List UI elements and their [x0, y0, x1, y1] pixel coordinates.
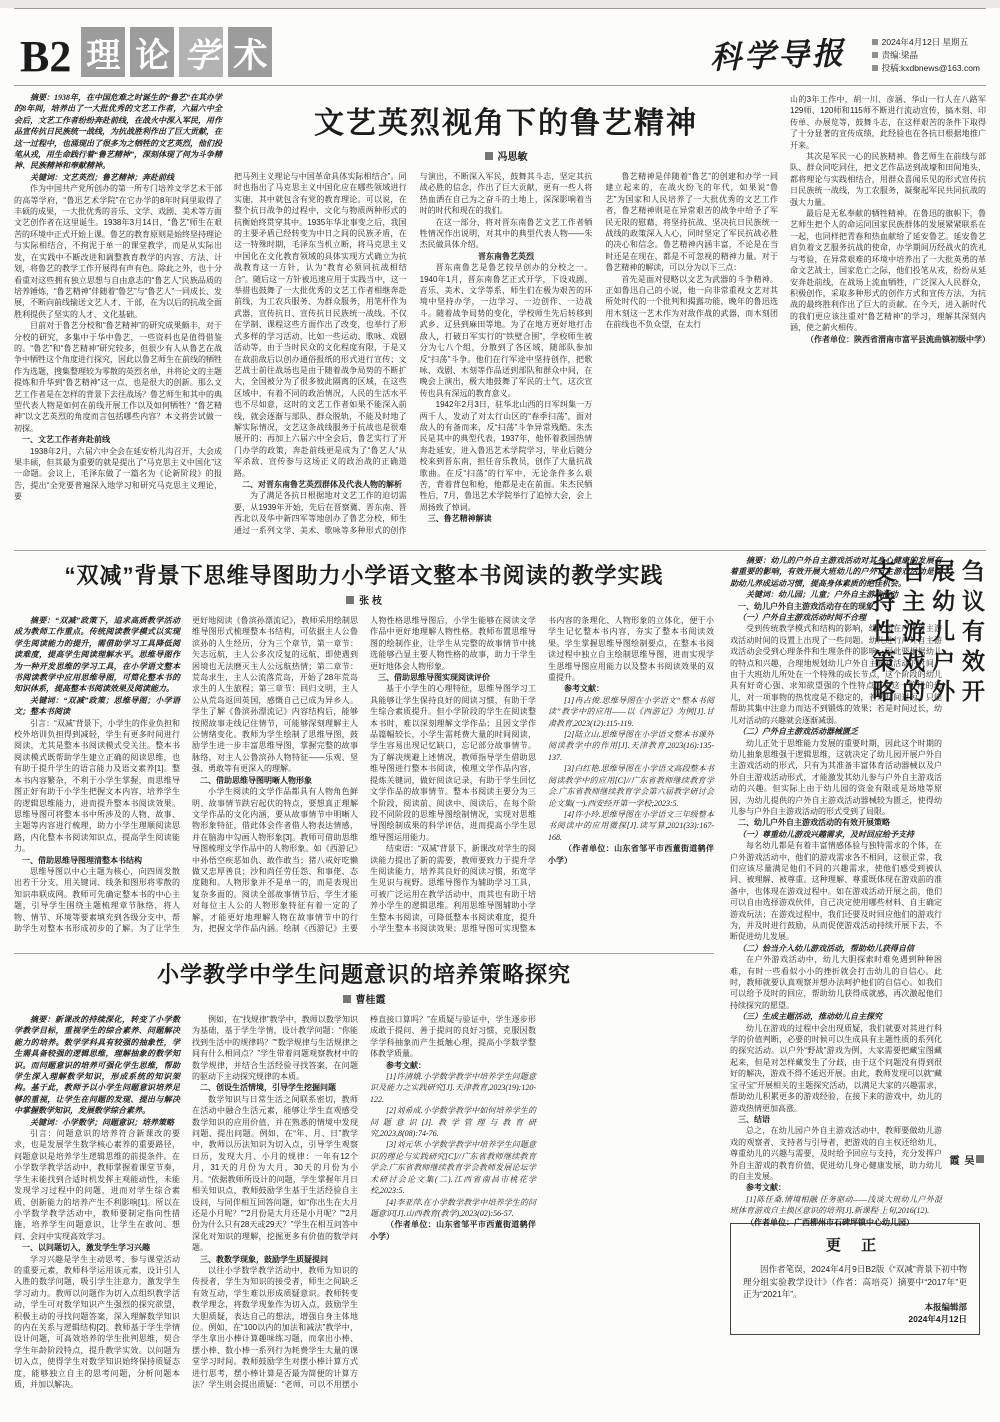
paragraph: 山的3年工作中，胡一川、彦涵、华山一行人在八路军129师、120师和115师不断进行流动宣传，搞木刻、印传单、办展览等，鼓舞斗志，在这样艰苦的条件下取得了十分显著的宣传成绩，此经验也在各抗日根据地推广开来。 — [790, 95, 986, 150]
correction-body: 因作者笔误，2024年4月9日B2版《“双减”背景下初中物理分组实验教学设计》（作者：高培亮）摘要中“2017年”更正为“2021年”。 — [743, 1264, 967, 1299]
correction-title: 更 正 — [825, 1237, 885, 1254]
paragraph: 引言：“双减”背景下，小学生的作业负担和校外培训负担得到减轻，学生有更多时间进行阅读，尤其是整本书阅读模式受关注。整本书阅读模式既帮助学生建立正确的阅读思维，也有助于提升学生的语言能力及语文素养[1]。整本书内容繁杂，不利于小学生掌握，而思维导图正好有助于小学生把握文本内容，培养学生的逻辑思维能力，进而提升整本书阅读效果。思维导图可将整本书中所涉及的人物、故事、主题等内容进行梳理，助力小学生理顺阅读思路，内化整本书阅读知识点，提高学生阅读能力。 — [14, 718, 180, 854]
paragraph: 在户外游戏活动中，幼儿大胆探索时难免遇到种种困难，有时一些看似小小的挫折就会打击幼儿的自信心。此时，教师就要认真观察并想办法呵护他们的自信心。如我们可以给予及时的回应，帮助幼儿获得成就感，再次激起他们持续探究的愿望。 — [730, 955, 942, 1010]
paragraph: 受到传统教学模式和结构的影响，幼儿园在户外自主游戏活动时间的设置上出现了一些问题。幼儿进行户外自主游戏活动会受到心理条件和生理条件的影响，因此要根据幼儿的特点和兴趣，合理地规划幼儿户外自主游戏活动的时间。由于大班幼儿所处在一个特殊的成长节点，这个阶段的幼儿具有好奇心强、求知欲望强的个性特点，在这一阶段的幼儿，对一项事物的热忱度是不稳定的，若是时间过短，只能帮助其集中注意力而达不到锻炼的效果；若是时间过长，幼儿对活动的兴趣就会逐渐减弱。 — [730, 624, 942, 725]
paragraph: 关键词：小学数学；问题意识；培养策略 — [30, 1117, 174, 1127]
page-header — [0, 9, 1000, 85]
subhead: 一、以问题切入，激发学生学习兴趣 — [22, 1243, 150, 1253]
byline-square-icon — [343, 995, 351, 1003]
paragraph: 总之，在幼儿园户外自主游戏活动中，教师要做幼儿游戏的观察者、支持者与引导者，把游戏的自主权还给幼儿，尊重幼儿的兴趣与需要，及时给予回应与支持，充分发挥户外自主游戏的教育价值，促进幼儿身心健康发展，助力幼儿的自主发展。 — [730, 1126, 942, 1181]
paragraph: 摘要：“双减”政策下，追求高质教学活动成为教师工作重点。传统阅读教学模式以实现学生阅读能力的提升，需借助学习工具降低阅读难度，提高学生阅读理解水平。思维导图作为一种开发思维的学习工具，在小学语文整本书阅读教学中应用思维导图，可简化整本书的知识体系，提高整本书阅读效果及阅读能力。 — [14, 616, 180, 694]
paragraph: 目前对于鲁艺分校和“鲁艺精神”的研究成果颇丰，对于分校的研究，多集中于华中鲁艺，一些资料也是值得借鉴的。“鲁艺”和“鲁艺精神”研究较多，但很少有人从鲁艺在战争中牺牲这个角度进行探究，因此以鲁艺师生在前线的牺牲作为选题，搜集整理较为零散的英烈名单，并将论文的主题提炼和升华到“鲁艺精神”这一点，也是很大的创新。那么文艺工作者是在怎样的背景下去往战场？鲁艺师生和其中的典型代表人物是如何在前线开展工作以及如何牺牲？“鲁艺精神”以文艺英烈的角度而言包括哪些内容？本文将尝试做一初探。 — [14, 321, 222, 433]
correction-date: 2024年4月12日 — [908, 1314, 967, 1324]
paragraph: 引言：问题意识的培养符合新课改的要求，也是发展学生数学核心素养的重要路径，问题意识是培养学生逻辑思维的前提条件。在小学数学教学活动中，教师掌握着课堂节奏，学生未能找到合适时机发挥主观能动性，未能发现学习过程中的问题，进而对学生综合素质、创新能力的培养产生不利影响[1]。所以在小学数学教学活动中，教师要制定指向性措施，培养学生问题意识，让学生在敢问、想问、会问中实现高效学习。 — [14, 1129, 180, 1241]
article-divider — [14, 953, 714, 954]
subhead: （二）户外自主游戏活动器械匮乏 — [738, 727, 858, 737]
paragraph: 基于小学生的心理特征，思维导图学习工具能够让学生保持良好的阅读习惯，有助于学生综合素质提升。但小学阶段的学生在阅读整本书时，难以深刻理解文学作品；且因文学作品篇幅较长，小学生需耗费大量的时间阅读，学生容易出现记忆缺口，忘记部分故事情节。为了解决规避上述情况，教师指导学生借助思维导图进行整本书阅读，梳理文学作品内容，提炼关键词，做好阅读记录，有助于学生回忆文学作品的故事情节。整本书阅读主要分为三个阶段，阅读前、阅读中、阅读后，在每个阶段不同阶段的思维导图绘制情况，实现对思维导图绘制成果的科学评估，进而提高小学生思维导图运用能力。 — [370, 684, 536, 842]
paragraph: 幼儿正处于思维能力发展的重要时期，因此这个时期的幼儿抽象思维强于逻辑思维，这就决定了幼儿园开展户外自主游戏活动的形式，只有为其准备丰富体育活动器械以及户外自主游戏活动形式，才能激发其幼儿参与户外自主游戏活动的兴趣。但实际上由于幼儿园的资金有限或是场地等原因，为幼儿提供的户外自主游戏活动器械较为匮乏，使得幼儿参与户外自主游戏活动的形式受到了局限。 — [730, 738, 942, 816]
subhead: 二、借助思维导图明晰人物形象 — [200, 775, 312, 785]
paragraph: （作者单位：广西柳州市石碑坪镇中心幼儿园） — [746, 1217, 914, 1227]
paragraph: 关键词：文艺英烈；鲁艺精神；奔赴前线 — [30, 172, 174, 182]
section-char-block: 术 — [228, 27, 272, 77]
article3-headline: 小学教学中学生问题意识的培养策略探究 — [156, 962, 571, 987]
paragraph: 在这一部分，将对晋东南鲁艺文艺工作者牺牲情况作出说明，对其中的典型代表人物——朱杰民做具体介绍。 — [419, 217, 593, 250]
paragraph: 摘要：新课改的持续深化，转变了小学数学教学目标，重视学生的综合素养、问题解决能力的培养。数学学科具有较强的抽象性，学生需具备较强的逻辑思维，理解抽象的数学知识。而问题意识的培养可强化学生思维，帮助学生深入理解数学知识，形成系统的知识架构。基于此，教师予以小学生问题意识培养足够的重视，让学生在问题的发现、提出与解决中掌握数学知识，发展数学综合素养。 — [14, 1015, 180, 1116]
article4-byline: 吴 霞 — [945, 735, 986, 1169]
article3-byline: 曹桂霞 — [14, 991, 714, 1006]
paragraph: [2]刘希成.小学数学教学中如何培养学生的问题意识[J].教学管理与教育研究,2023,8(08):74-76. — [370, 1106, 536, 1139]
paragraph: （作者单位：山东省邹平市西董街道鹤伴小学） — [370, 1220, 536, 1241]
bottom-left-articles — [14, 555, 714, 1400]
paragraph: [4]许小玲.思维导图在小学语文三年级整本书阅读中的应用微探[J].读写算,2021(33):167-168. — [548, 809, 714, 842]
paragraph: 以往小学数学教学活动中，教师为知识的传授者，学生为知识的接受者，师生之间缺乏有效互动，学生难以形成质疑意识。教师转变教学理念，将数学现象作为切入点，鼓励学生大胆质疑，表达自己的想法，增强自身主体地位。例如，在“100以内的加法和减法”教学中，学生拿出小棒计算趣味练习题，而拿出小棒、摆小棒、数小棒一系列行为耗费学生大量的课堂学习时间。教师鼓励学生对摆小棒计算方式进行思考，摆小棒计算是否最为简便的计算方法？学生则会提出质疑：“老师，可以不用摆小棒直接口算吗？”在质疑与验证中，学生逐步形成敢于提问、善于提问的良好习惯，克服因数学学科抽象而产生抵触心理，提高小学数学整体教学质量。 — [192, 1015, 536, 1389]
article-mind-map — [14, 559, 714, 945]
paragraph: [1]陈任桑.情境相融 任务驱动——浅谈大班幼儿户外混班体育游戏自主换区意识的培养[J].新课程·上旬,2016(12). — [730, 1194, 942, 1216]
newspaper-page — [0, 8, 1000, 1422]
article-problem-awareness — [14, 958, 714, 1400]
paragraph: 学习兴趣是学生主动思考、参与课堂活动的重要元素，教师科学运用该元素，设计引人入胜的数学问题，吸引学生注意力，激发学生学习动力。教师以问题作为切入点组织教学活动，学生可对数学知识产生强烈的探究欲望，积极主动的寻找问题答案，深入理解数学知识的内在关系与逻辑结构[2]。教师基于学生学情设计问题，可高效培养的学生批判思维，契合学生年龄阶段特点，提升教学实效。以问题为切入点，使得学生对数学知识始终保持质疑态度，能够独立自主的思考问题，分析问题本质，并加以解决。 — [14, 1254, 180, 1389]
section-char-block: 学 — [179, 27, 223, 77]
section-char-block: 论 — [130, 27, 174, 77]
byline-square-icon — [485, 152, 493, 160]
paragraph: 为了满足各抗日根据地对文艺工作的迫切需要，从1939年开始，先后在晋察冀、晋东南、晋西北以及华中新四军等地创办了鲁艺分校，师生通过一系列文学、美术、歌咏等多种形式的创作与演出，不断深入军民，鼓舞其斗志，坚定其抗战必胜的信念，作出了巨大贡献，更有一些人将热血洒在自己为之奋斗的土地上，深深影响着当时的时代和现在的我们。 — [234, 172, 593, 535]
subhead: （一）尊重幼儿游戏兴趣需求，及时回应给予支持 — [738, 829, 914, 839]
paragraph: 结束语：“双减”背景下，新课改对学生的阅读能力提出了新的需要，教师要致力于提升学生阅读能力，培养其良好的阅读习惯，拓宽学生见识与视野。思维导图作为辅助学习工具，可被广泛运用在教学活动中，而其也有助于培养小学生的逻辑思维。利用思维导图辅助小学生整本书阅读，可降低整本书阅读难度，提升小学生整本书阅读效果；思维导图可实现整本书内容的条理化、人物形象的立体化，便于小学生记忆整本书内容，夯实了整本书阅读效果。学生掌握思维导图绘制要点，在整本书阅读过程中独立自主绘制思维导图，进而实现学生思维导图应用能力以及整本书阅读效果的双重提升。 — [370, 616, 714, 933]
paragraph: 关键词：幼儿园；儿童；户外自主游戏活动 — [746, 590, 898, 600]
paragraph: 参考文献： — [386, 1060, 426, 1070]
date-line: 2024年4月12日 星期五 — [872, 36, 980, 49]
paragraph: 小学生阅读的文学作品都具有人物角色鲜明、故事情节跌宕起伏的特点，要想真正理解文学作品的文化内涵，要从故事情节中明晰人物形象特征，借此体会作者借人物表达情感，并在脑海中勾画人物形象[3]。教师可借助思维导图梳理文学作品中的人物形象。如《西游记》中孙悟空疾恶如仇、敢作敢当；猪八戒好吃懒做又忠厚善良；沙和尚任劳任怨、和事佬、态度随和。人物形象并不是单一的，而是表现出复杂多面的。阅读全部故事情节后，学生才能对每位主人公的人物形象特征有着一定的了解，才能更好地理解人物在故事情节中的行为，把握文学作品内涵。绘制《西游记》主要人物性格思维导图后，小学生能够在阅读文学作品中更好地理解人物性格。教师布置思维导图的绘制作业，让学生从完整的故事情节中挑选能够凸显主要人物性格的故事，助力于学生更好地体会人物形象。 — [192, 616, 536, 933]
paragraph: 晋东南鲁艺是鲁艺较早创办的分校之一。1940年1月，晋东南鲁艺正式开学，下设戏剧、音乐、美术、文学等系，师生们在极为艰苦的环境中坚持办学，一边学习、一边创作、一边战斗。随着战争局势的变化，学校师生先后转移到武乡、辽县到麻田等地。为了在地方更好地打击敌人，打破日军实行的“铁壁合围”，学校师生被分为七八个组，分散到了各区域，随部队参加反“扫荡”斗争。他们在行军途中坚持创作，把歌咏、戏剧、木刻等作品送到部队和群众中间，在晚会上演出，极大地鼓舞了军民的士气，这次宣传也具有深远的教育意义。 — [419, 263, 593, 398]
paragraph: 参考文献： — [746, 1183, 786, 1193]
paragraph: 1942年2月3日，驻华北山西的日军纠集一万两千人，发动了对太行山区的“春季扫荡”，面对敌人的有备而来，反“扫荡”斗争异常残酷。朱杰民是其中的典型代表，1937年，他怀着救国热情奔赴延安，进入鲁迅艺术学院学习，毕业后随分校来到晋东南，担任音乐教员，创作了大量抗战歌曲。在反“扫荡”的行军中，无论条件多么艰苦，背着背包和枪，他都是走在前面。朱杰民牺牲后，7月，鲁迅艺术学院举行了追悼大会，会上周扬致了悼词。 — [419, 400, 593, 512]
article2-headline: “双减”背景下思维导图助力小学语文整本书阅读的教学实践 — [64, 563, 664, 588]
subhead: 三、鲁艺精神解读 — [427, 514, 492, 524]
bottom-section — [0, 551, 1000, 1400]
paragraph: [1]许清娥.小学数学教学中培养学生问题意识及能力之实践研究[J].天津教育,2023(19):120-122. — [370, 1072, 536, 1104]
masthead-logo: 科学导报 — [709, 35, 847, 77]
paragraph: 参考文献： — [564, 684, 604, 694]
article1-left-column — [14, 92, 222, 544]
editor-line: 责编:梁晶 — [872, 49, 980, 62]
article-luyi-spirit — [0, 86, 1000, 544]
paragraph: [1]冉占俊.思维导图在小学语文“整本书阅读”教学中的应用——以《西游记》为例[J].甘肃教育,2023(12):115-119. — [548, 695, 714, 728]
paragraph: 数学知识与日常生活之间联系密切，教师在活动中融合生活元素，能够让学生直观感受数学知识的应用价值，并在熟悉的情境中发现问题、提出问题。例如，在“年、月、日”教学中，教师以历法知识为切入点，引导学生观察日历，发现大月、小月的规律：一年有12个月，31天的月份为大月，30天的月份为小月。“依据教师所设计的问题，学生掌握年月日相关知识点，教师鼓励学生基于生活经验自主设问，与同伴相互回答问题，如“你出生在大月还是小月呢？”“2月份是大月还是小月呢？”“2月份为什么只有28天或29天？”学生在相互问答中深化对知识的理解，挖掘更多有价值的数学问题。 — [192, 1094, 358, 1253]
paragraph: 例如，在“找规律”教学中，教师以数学知识为基础，基于学生学情，设计教学问题：“你能找到生活中的规律吗？”“数学规律与生活规律之间有什么相同点？”学生带着问题观察教材中的数学规律，并结合生活经验寻找答案，在问题的驱动下主动探究规律的本质。 — [192, 1015, 358, 1082]
paragraph: [4]李亚萍.在小学数学教学中培养学生的问题意识[J].山西教育(教学),2023(02):56-57. — [370, 1197, 536, 1218]
article1-headline: 文艺英烈视角下的鲁艺精神 — [314, 107, 698, 140]
bullet-square-icon — [872, 65, 878, 71]
bullet-square-icon — [872, 52, 878, 58]
article1-middle — [234, 92, 778, 544]
submission-email-line: 投稿:kxdbnews@163.com — [872, 62, 980, 75]
paragraph: 作为中国共产党所创办的第一所专门培养文学艺术干部的高等学府，“鲁迅艺术学院”在它办学的8年时间里取得了丰硕的成果，一大批优秀的音乐、文学、戏剧、美术等方面文艺创作者在这里诞生。1938年3月14日，“鲁艺”师生在艰苦的环境中正式开始上课。鲁艺的教育原则是始终坚持理论与实际相结合，不拘泥于单一的课堂教学，而是从实际出发，在实践中不断改进和调整教育教学的内容、方法、计划，将鲁艺的教学工作开展得有声有色。除此之外，也十分看重对这些拥有独立思想与自由意志的“鲁艺人”民族品质的培养锤炼，“鲁艺精神”伴随着“鲁艺”与“鲁艺人”一同成长、发展，不断向前线输送文艺人才、干部，在为以后的抗战全面胜利提供了坚实的人才、文化基础。 — [14, 184, 222, 319]
paragraph: 最后是无私奉献的牺牲精神。在鲁迅的旗帜下，鲁艺师生把个人的命运同国家民族群体的发展紧紧联系在一起，也同样把青春和热血献给了延安鲁艺。延安鲁艺肩负着文艺服务抗战的使命，办学期间历经战火的洗礼与考验，在异常艰难的环境中培养出了一大批英勇的革命文艺战士，国家危亡之际，他们投笔从戎，纷纷从延安奔赴前线，在战场上流血牺牲，广泛深入人民群众，积极创作，采取多种形式的创作方式和宣传方法，为抗战的最终胜利作出了巨大的贡献。在今天，进入新时代的我们更应该注重对“鲁艺精神”的学习，理解其深刻内涵，使之薪火相传。 — [790, 209, 986, 333]
article4-vertical-strip — [866, 559, 986, 1169]
subhead: 二、幼儿户外自主游戏活动的有效开展策略 — [738, 818, 890, 828]
page-code: B2 — [20, 32, 72, 82]
byline-square-icon — [346, 596, 354, 604]
article1-body-columns — [234, 171, 778, 543]
subhead: 三、借助思维导图实现阅读评价 — [378, 673, 490, 683]
section-title-blocks — [81, 27, 272, 77]
article1-byline: 冯思敏 — [234, 148, 778, 163]
subhead: 晋东南鲁艺英烈 — [477, 251, 534, 261]
correction-signature: 本报编辑部 — [924, 1301, 967, 1312]
paragraph: 1938年2月，六届六中全会在延安桥儿沟召开，大会成果丰硕，但其最为重要的就是提出了“马克思主义中国化”这一命题。会议上，毛泽东做了一篇名为《论新阶段》的报告，提出“全党要普遍深入地学习和研究马克思主义理论，要 — [14, 446, 222, 502]
paragraph: 把马列主义理论与中国革命具体实际相结合”。同时也指出了马克思主义中国化应在哪些领域进行实施，其中就包含有党的教育理论。可以说，在整个抗日战争的过程中，文化与物质两种形式的抗衡始终贯穿其中。1935年华北事变之后，我国的主要矛盾已经转变为中日之间的民族矛盾，在这一特殊时期，毛泽东当机立断，将马克思主义中国化在文化教育领域的具体实现方式确立为抗战教育这一方针，认为“教育必须同抗战相结合”。随后这一方针被迅速应用于实践当中，这一举措也鼓舞了一大批优秀的文艺工作者相继奔赴前线，为工农兵服务、为群众服务，用笔杆作为武器，宣传抗日、宣传抗日民族统一战线。不仅在学制、课程这些方面作出了改变，也举行了形式多样的学习活动，比如一些运动、歌咏、戏剧活动等，由于当时民众的文化程度有限，于是又在敌前敌后以创办通俗报纸的形式进行宣传；文艺战士前往战场也是由于随着战争局势的不断扩大，全国被分为了很多彼此隔离的区域，在这些区域中，有着不同的政治情况，人民的生活水平也不尽如意，这时的文艺工作者如果不能深入前线，就会逐渐与部队、群众脱轨，不能及时地了解实际情况，文艺这条战线服务于抗战也是很难展开的；再加上六届六中全会后，鲁艺实行了开门办学的政策，奔赴前线更是成为了“鲁艺人”从军杀敌、宣传参与这场正义的政治战的正确道路。 — [234, 172, 407, 478]
paragraph: （作者单位：陕西省渭南市富平县流曲镇初级中学） — [806, 334, 990, 344]
subhead: 二、对晋东南鲁艺英烈群体及代表人物的解析 — [242, 479, 402, 489]
paragraph: 思维导图以中心主题为核心，向四周发散出若干分支，用关键词、线条和图形将零散的知识串联成网。教师可先确定整本书的中心主题，引导学生围绕主题梳理章节脉络，将人物、情节、环境等要素填充到各级分支中，帮助学生对整本书形成初步的了解。为了让学生更好地阅读《鲁滨孙漂流记》，教师采用绘制思维导图形式梳理整本书结构，可依据主人公鲁滨孙的人生经历，分为三个章节，第一章节：矢志远航，主人公多次反复的远航，即使遇到困境也无法磨灭主人公远航热情；第二章节：荒岛求生，主人公流落荒岛，开始了28年荒岛求生的人生旅程；第三章节：回归文明，主人公从荒岛返回英国，感慨自己已成为异乡人。学生了解《鲁滨孙漂流记》内容结构后，能够按照故事走线记住情节，可能够深刻理解主人公情绪变化。教师为学生绘制了思维导图，鼓励学生进一步丰富思维导图，掌握完整的故事脉络，对主人公鲁滨孙人物特征——乐观、坚强、勇敢等有更深入的理解。 — [14, 616, 358, 933]
header-left — [20, 27, 272, 82]
section-char-block: 理 — [81, 27, 125, 77]
article1-right-column — [790, 92, 990, 546]
subhead: 一、文艺工作者奔赴前线 — [22, 435, 110, 445]
article2-byline: 张 枝 — [14, 592, 714, 607]
bullet-square-icon — [872, 39, 878, 45]
paragraph: [3]刘元华.小学数学教学中培养学生问题意识的理论与实践研究[C]//广东省教师继续教育学会.广东省教师继续教育学会教师发展论坛学术研讨会论文集(二).江西省南昌市桃花学校,2023:5. — [370, 1140, 536, 1196]
subhead: 二、创设生活情境，引导学生挖掘问题 — [200, 1083, 336, 1093]
subhead: 一、幼儿户外自主游戏活动存在的现象 — [738, 601, 874, 611]
correction-box — [730, 1223, 980, 1335]
paragraph: 每名幼儿都是有着丰富情感体验与独特需求的个体，在户外游戏活动中，他们的游戏需求各不相同，这很正常，我们应该尽量满足他们不同的兴趣需求，使他们感受到被认同、被理解、被尊重。这种理解、尊重既体现在游戏前的准备中，也体现在游戏过程中。如在游戏活动开展之前，他们可以自由选择游戏伙伴，自己决定使用哪些材料、自主确定游戏玩法；在游戏过程中，我们还要及时回应他们的游戏行为，并及时进行鼓励，从而促使游戏活动持续开展下去，不断促进幼儿发展。 — [730, 841, 942, 942]
paragraph: 首先是面对侵略以文艺为武器的斗争精神。正如鲁迅自己的小说，他一向非常重视文艺对其所处时代的一个批判和揭露功能，晚年的鲁迅选用木刻这一艺术作为对敌作战的武器，而木刻团在前线也不负众望，在太行 — [605, 274, 778, 330]
paragraph: 摘要：幼儿的户外自主游戏活动对其身心健康的发展有着重要的影响，有效开展大班幼儿的户外自主游戏活动是帮助幼儿养成运动习惯，提高身体素质的绝佳机会。 — [730, 556, 942, 588]
paragraph: （作者单位：山东省邹平市西董街道鹤伴小学） — [548, 844, 714, 865]
subhead: （三）生成主题活动，推动幼儿自主探究 — [738, 1012, 882, 1022]
publication-info — [872, 36, 980, 77]
subhead: 三、教数学现象，鼓励学生质疑提问 — [200, 1254, 328, 1264]
paragraph: [2]陆立山.思维导图在小学语文整本书课外阅读教学中的作用[J].天津教育,2023(16):135-137. — [548, 730, 714, 762]
paragraph: 幼儿在游戏的过程中会出现质疑，我们就要对其进行科学的价值判断，必要的时候可以生成具有主题性质的系列化的探究活动。以户外“野战”游戏为例，大家需要把藏宝图藏起来，但是对怎样藏发生了分歧，由于这个问题没有得到很好的解决，游戏不得不延迟开展。由此，教师发现可以就“藏宝寻宝”开展相关的主题探究活动，以满足大家的兴趣需求，帮助幼儿积累更多的游戏经验，在接下来的游戏中，幼儿的游戏热情更加高涨。 — [730, 1023, 942, 1113]
paragraph: 鲁艺精神是伴随着“鲁艺”的创建和办学一同建立起来的，在战火纷飞的年代，如果说“鲁艺”为国家和人民培养了一大批优秀的文艺工作者，鲁艺精神则是在异常艰苦的战争中给予了军民无限的慰藉，将坚持抗战、坚决抗日民族统一战线的政策深入人心，同时坚定了军民抗战必胜的决心和信念。鲁艺精神内涵丰富，不论是在当时还是在现在，都是不可忽视的精神力量。对于鲁艺精神的解读，可以分为以下三点： — [605, 172, 778, 273]
subhead: （二）恰当介入幼儿游戏活动，帮助幼儿获得自信 — [738, 943, 914, 953]
paragraph: [3]白红艳.思维导图在小学语文高段整本书阅读教学中的应用[C]//广东省教师继续教育学会.广东省教师继续教育学会第六届教学研讨会论文集(一).西安经开第一学校;2023:5. — [548, 764, 714, 808]
paragraph: 关键词：“双减”政策；思维导图；小学语文；整本书阅读 — [14, 695, 180, 717]
paragraph: 摘要：1938年，在中国危难之时诞生的“鲁艺”在其办学的8年间，培养出了一大批优秀的文艺工作者，六届六中全会后，文艺工作者纷纷奔赴前线，在战火中深入军民，用作品宣传抗日民族统一战线，为抗战胜利作出了巨大贡献，在这一过程中，也涌现出了很多为之牺牲的文艺英烈，他们投笔从戎，用生命践行着“鲁艺精神”，深刻体现了何为斗争精神、民族精神和奉献精神。 — [14, 93, 222, 171]
subhead: 三、结语 — [738, 1114, 770, 1124]
subhead: 一、借助思维导图理清整本书结构 — [22, 855, 142, 865]
paragraph: 其次是军民一心的民族精神。鲁艺师生在前线与部队、群众同吃同住，把文艺作品送到战壕和田间地头，都将理论与实践相结合，用群众喜闻乐见的形式宣传抗日民族统一战线，为工农服务，凝聚起军民共同抗战的强大力量。 — [790, 152, 986, 207]
subhead: （一）户外自主游戏活动时间不合理 — [738, 613, 866, 623]
article-outdoor-play — [730, 555, 986, 1400]
article4-headline: 刍议有效开展幼儿户外自主游戏的支持性策略 — [869, 559, 985, 709]
header-right — [710, 30, 980, 77]
article2-body-columns — [14, 615, 714, 945]
article3-body-columns — [14, 1014, 714, 1400]
byline-square-icon — [976, 1155, 984, 1163]
